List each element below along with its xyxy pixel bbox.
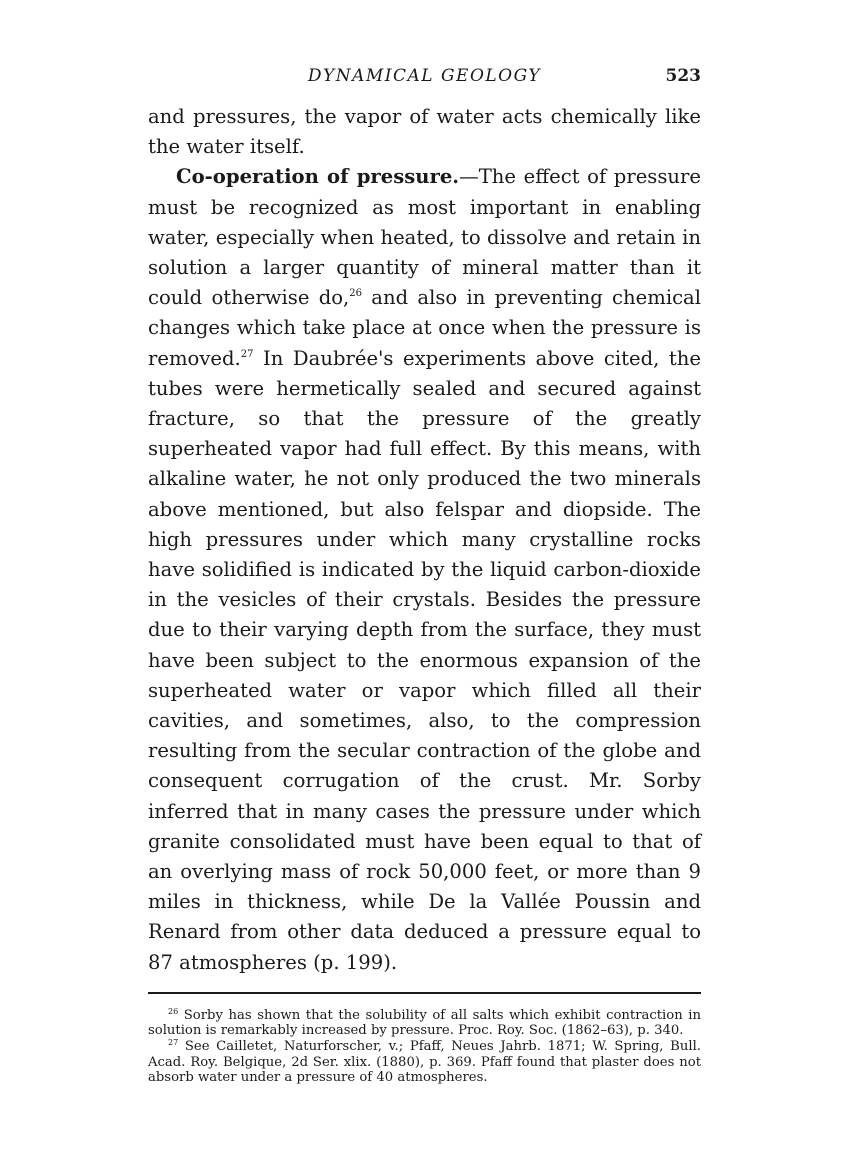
- book-page: [148, 66, 701, 1086]
- footnote-text: See Cailletet, Naturforscher, v.; Pfaff, Neues Jahrb. 1871; W. Spring, Bull. Acad. Roy. Belgique, 2d Ser. xlix. (1880), p. 369. Pfaff found that plaster does not absorb water under a pressure of 40 atmospheres.: [148, 1039, 701, 1086]
- footnote-ref-27[interactable]: 27: [240, 348, 254, 360]
- paragraph-text-part-2: and also in preventing chemical changes which take place at once when the pressure is removed.: [148, 286, 702, 370]
- paragraph-text-part-1: The effect of pressure must be recognized as most important in enabling water, especially when heated, to dissolve and retain in solution a larger quantity of mineral matter than it could otherwise do,: [148, 165, 701, 310]
- footnote-number: 27: [168, 1038, 179, 1048]
- footnote-26: [148, 1008, 701, 1039]
- running-title: DYNAMICAL GEOLOGY: [307, 66, 542, 86]
- footnote-number: 26: [168, 1006, 179, 1016]
- paragraph-continued: and pressures, the vapor of water acts chemically like the water itself.: [148, 105, 701, 159]
- body-text: [148, 102, 701, 978]
- footnote-ref-26[interactable]: 26: [349, 288, 363, 300]
- paragraph-cooperation-of-pressure: [148, 162, 701, 977]
- running-header: [148, 66, 701, 102]
- footnote-text: Sorby has shown that the solubility of all salts which exhibit contraction in solution is remarkably increased by pressure. Proc. Roy. Soc. (1862–63), p. 340.: [148, 1007, 701, 1039]
- page-number: 523: [665, 66, 701, 86]
- footnote-27: [148, 1039, 701, 1086]
- section-sidehead: Co-operation of pressure.: [176, 165, 460, 189]
- footnotes: [148, 1008, 701, 1086]
- sidehead-dash: —: [459, 165, 479, 189]
- paragraph-text-part-3: In Daubrée's experiments above cited, the tubes were hermetically sealed and secured against fracture, so that the pressure of the greatly superheated vapor had full effect. By this means, with alkaline water, he not only produced the two minerals above mentioned, but also felspar and diopside. The high pressures under which many crystalline rocks have solidified is indicated by the liquid carbon-dioxide in the vesicles of their crystals. Besides the pressure due to their varying depth from the surface, they must have been subject to the enormous expansion of the superheated water or vapor which filled all their cavities, and sometimes, also, to the compression resulting from the secular contraction of the globe and consequent corrugation of the crust. Mr. Sorby inferred that in many cases the pressure under which granite consolidated must have been equal to that of an overlying mass of rock 50,000 feet, or more than 9 miles in thickness, while De la Vallée Poussin and Renard from other data deduced a pressure equal to 87 atmospheres (p. 199).: [148, 346, 701, 974]
- footnote-divider: [148, 992, 701, 994]
